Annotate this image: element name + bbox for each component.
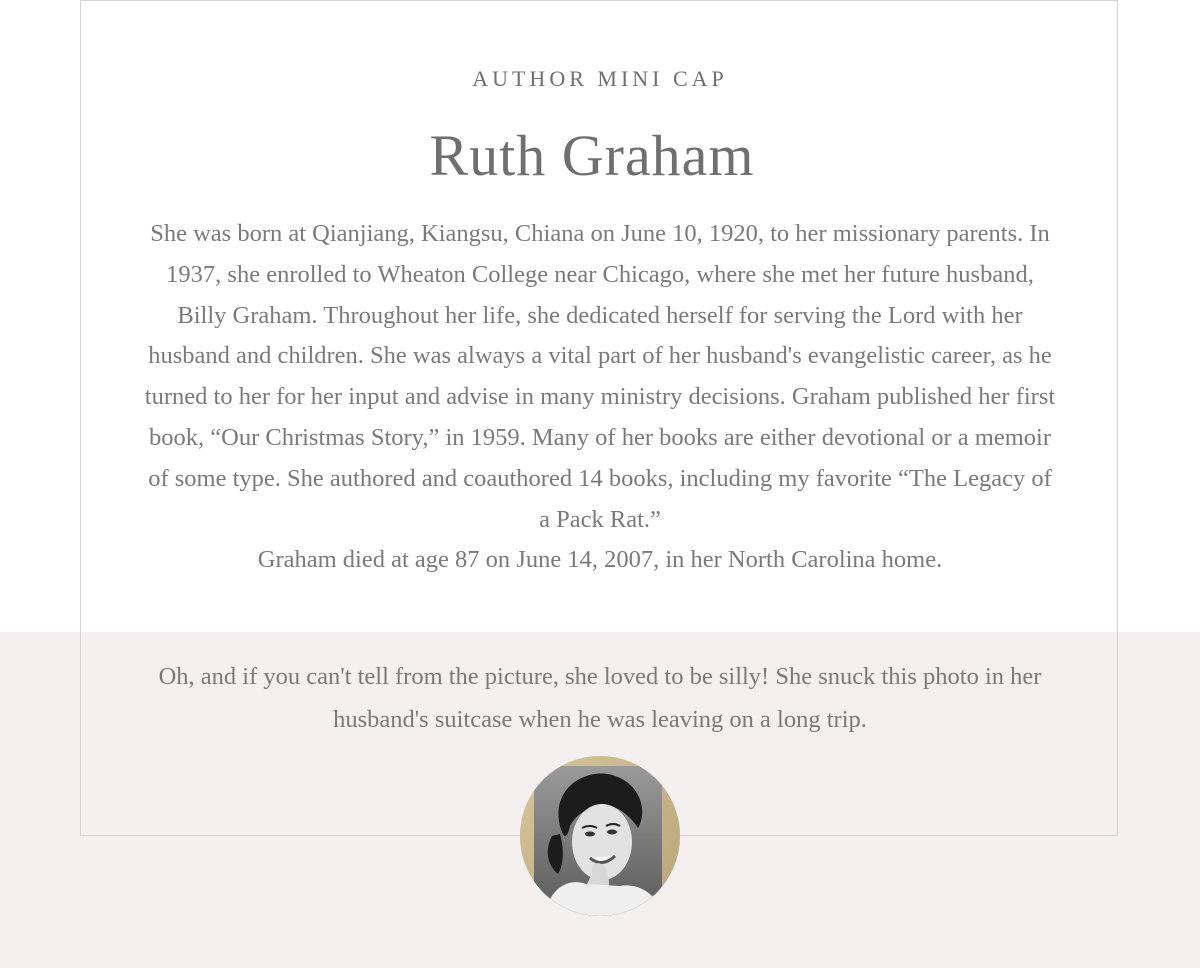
bio-closing-line: Graham died at age 87 on June 14, 2007, in her North Carolina home. [257, 546, 943, 574]
fun-fact-note: Oh, and if you can't tell from the picture, she loved to be silly! She snuck this photo in her husband's suitcase when he was leaving on a long trip. [158, 663, 1042, 733]
author-bio [140, 214, 1060, 581]
author-name-heading: Ruth Graham [429, 123, 755, 188]
author-portrait-avatar [520, 756, 680, 916]
section-eyebrow: AUTHOR MINI CAP [472, 66, 728, 91]
portrait-photo-icon [520, 756, 680, 916]
bio-paragraph: She was born at Qianjiang, Kiangsu, Chiana on June 10, 1920, to her missionary parents. In 1937, she enrolled to Wheaton College near Chicago, where she met her future husband, Billy Graham. Throughout her life, she dedicated herself for serving the Lord with her husband and children. She was always a vital part of her husband's evangelistic career, as he turned to her for her input and advise in many ministry decisions. Graham published her first book, “Our Christmas Story,” in 1959. Many of her books are either devotional or a memoir of some type. She authored and coauthored 14 books, including my favorite “The Legacy of a Pack Rat.” [144, 220, 1056, 533]
